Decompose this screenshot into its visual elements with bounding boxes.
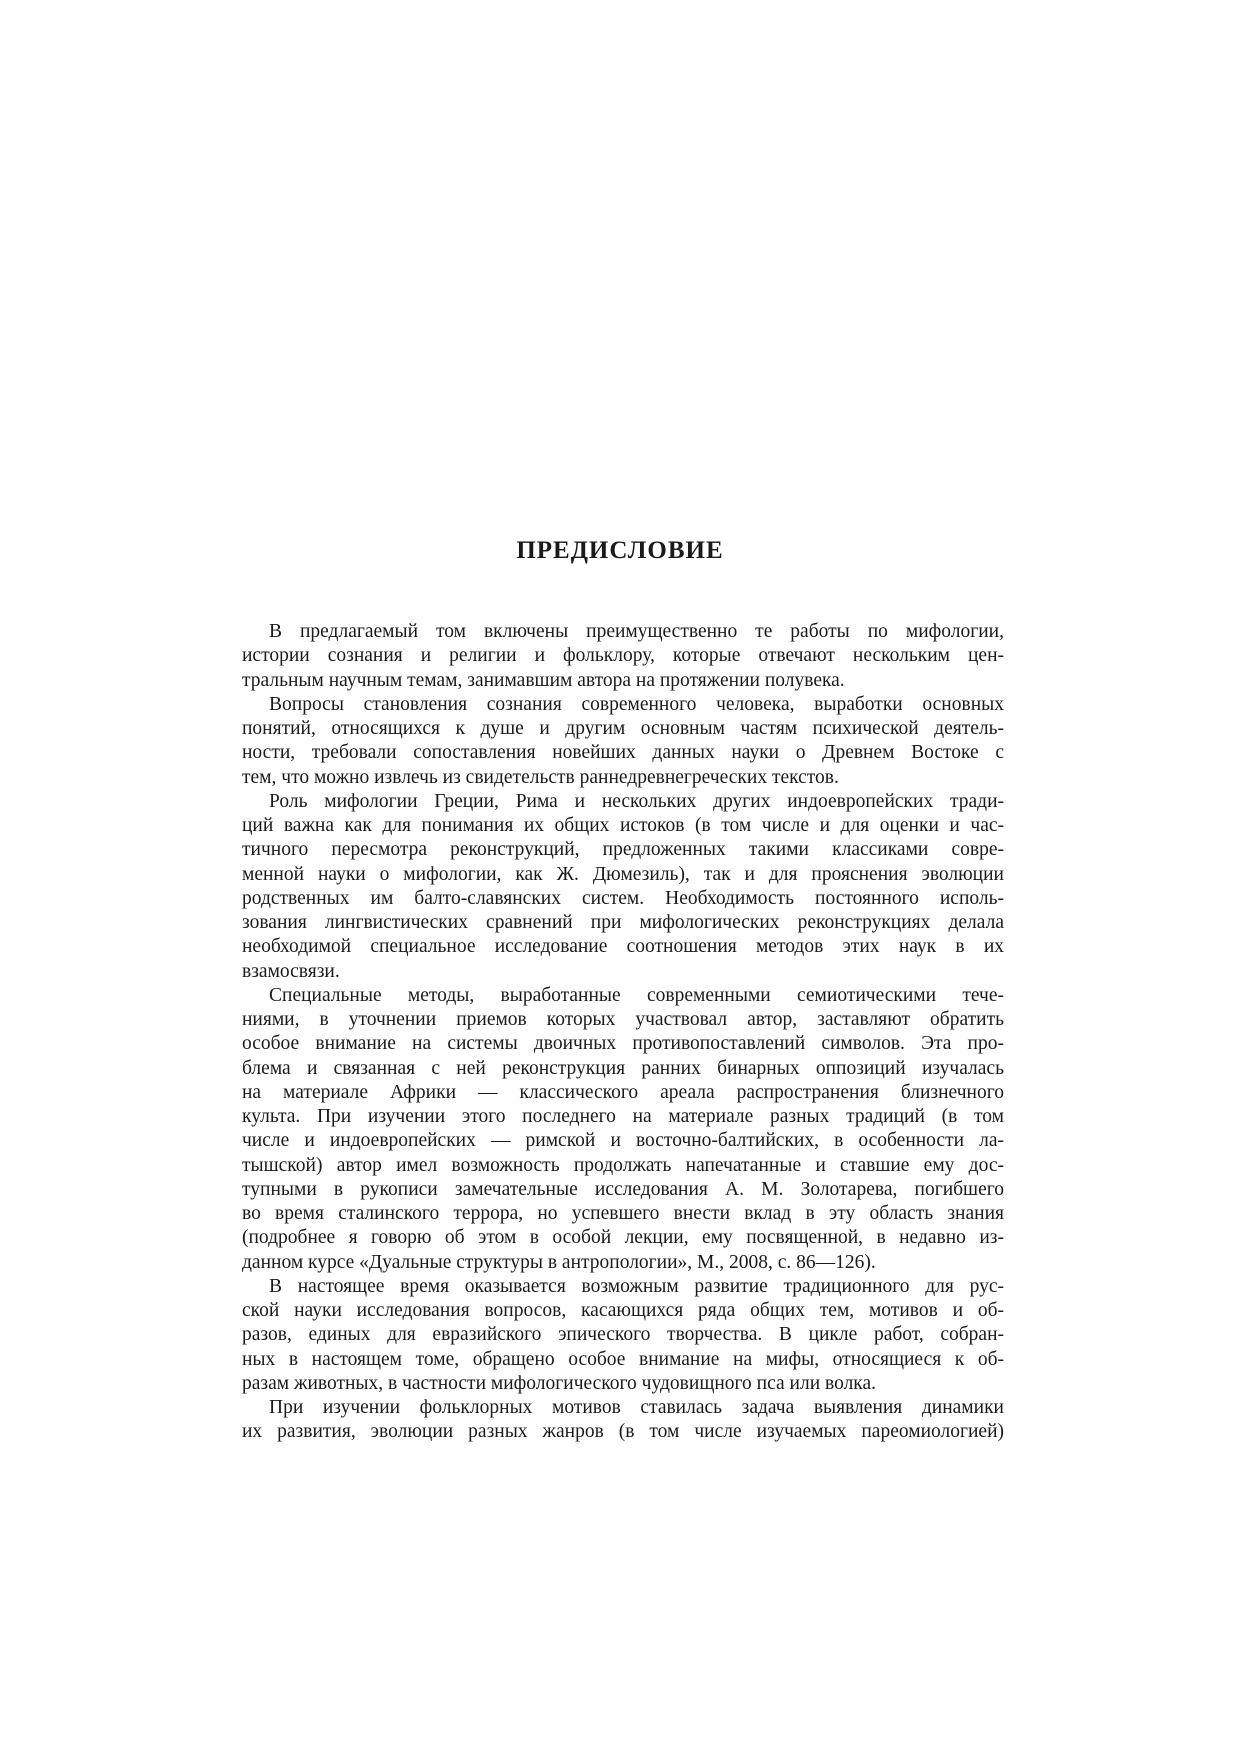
text-line: ской науки исследования вопросов, касающихся ряда общих тем, мотивов и об-: [242, 1300, 1004, 1321]
text-line: тупными в рукописи замечательные исследования А. М. Золотарева, погибшего: [242, 1178, 1004, 1200]
text-line: Роль мифологии Греции, Рима и нескольких других индоевропейских тради-: [269, 790, 1004, 812]
paragraph-4: [242, 984, 1004, 1275]
text-line: Вопросы становления сознания современного человека, выработки основных: [269, 693, 1004, 715]
text-line: тем, что можно извлечь из свидетельств раннедревнегреческих текстов.: [242, 766, 839, 788]
page-title: ПРЕДИСЛОВИЕ: [516, 537, 724, 564]
text-line: ниями, в уточнении приемов которых участвовал автор, заставляют обратить: [242, 1009, 1004, 1030]
text-line: ций важна как для понимания их общих истоков (в том числе и для оценки и час-: [242, 815, 1004, 836]
text-line: В предлагаемый том включены преимущественно те работы по мифологии,: [269, 621, 1004, 642]
text-line: их развития, эволюции разных жанров (в том числе изучаемых пареомиологией): [242, 1421, 1004, 1443]
paragraph-3: [242, 790, 1004, 984]
text-line: особое внимание на системы двоичных противопоставлений символов. Эта про-: [242, 1033, 1004, 1055]
text-line: родственных им балто-славянских систем. Необходимость постоянного исполь-: [242, 887, 1004, 909]
text-line: ности, требовали сопоставления новейших данных науки о Древнем Востоке с: [242, 742, 1004, 764]
text-line: В настоящее время оказывается возможным развитие традиционного для рус-: [269, 1275, 1004, 1297]
text-line: менной науки о мифологии, как Ж. Дюмезиль), так и для прояснения эволюции: [242, 863, 1004, 885]
text-line: При изучении фольклорных мотивов ставилась задача выявления динамики: [269, 1397, 1004, 1418]
text-line: Специальные методы, выработанные современными семиотическими тече-: [269, 984, 1004, 1006]
text-line: тральным научным темам, занимавшим автора на протяжении полувека.: [242, 669, 845, 691]
text-line: данном курсе «Дуальные структуры в антропологии», М., 2008, с. 86—126).: [242, 1251, 876, 1273]
text-line: истории сознания и религии и фольклору, которые отвечают нескольким цен-: [242, 645, 1004, 667]
paragraph-1: [242, 620, 1004, 693]
text-line: блема и связанная с ней реконструкция ранних бинарных оппозиций изучалась: [242, 1057, 1004, 1079]
text-line: числе и индоевропейских — римской и восточно-балтийских, в особенности ла-: [242, 1130, 1004, 1152]
text-line: культа. При изучении этого последнего на материале разных традиций (в том: [242, 1106, 1004, 1127]
text-line: во время сталинского террора, но успевшего внести вклад в эту область знания: [242, 1203, 1004, 1224]
text-line: взамосвязи.: [242, 960, 340, 982]
paragraph-6: [242, 1396, 1004, 1445]
text-line: разов, единых для евразийского эпического творчества. В цикле работ, собран-: [242, 1324, 1004, 1346]
paragraph-5: [242, 1275, 1004, 1396]
text-line: тичного пересмотра реконструкций, предложенных такими классиками совре-: [242, 839, 1004, 861]
text-line: на материале Африки — классического ареала распространения близнечного: [242, 1081, 1004, 1103]
text-line: разам животных, в частности мифологического чудовищного пса или волка.: [242, 1372, 877, 1394]
preface-body: [242, 620, 1004, 1445]
text-line: необходимой специальное исследование соотношения методов этих наук в их: [242, 936, 1004, 958]
paragraph-2: [242, 693, 1004, 790]
text-line: тышской) автор имел возможность продолжать напечатанные и ставшие ему дос-: [242, 1154, 1004, 1176]
text-line: (подробнее я говорю об этом в особой лекции, ему посвященной, в недавно из-: [242, 1227, 1004, 1249]
text-line: ных в настоящем томе, обращено особое внимание на мифы, относящиеся к об-: [242, 1348, 1004, 1370]
text-line: понятий, относящихся к душе и другим основным частям психической деятель-: [242, 718, 1004, 739]
text-line: зования лингвистических сравнений при мифологических реконструкциях делала: [242, 912, 1004, 933]
